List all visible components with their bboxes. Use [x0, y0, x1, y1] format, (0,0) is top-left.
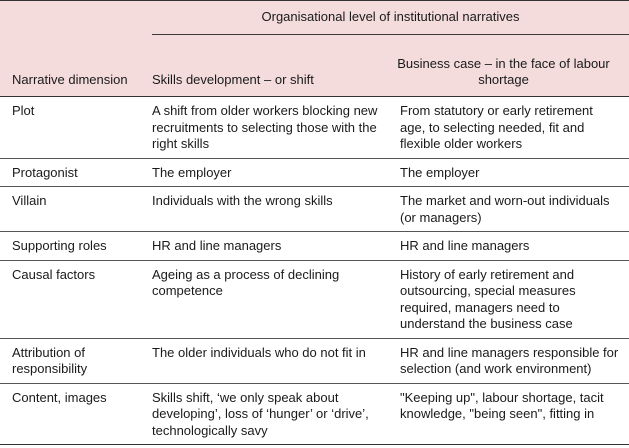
group-header-label: Organisational level of institutional narratives: [152, 1, 629, 35]
row-dimension-cell: Content, images: [0, 383, 140, 445]
table-row: [0, 158, 629, 187]
table-row: [0, 97, 629, 159]
column-header-business: Business case – in the face of labour shortage: [388, 35, 629, 97]
row-dimension-cell: Protagonist: [0, 158, 140, 187]
row-dimension-cell: Attribution of responsibility: [0, 338, 140, 383]
group-header-cell: [0, 1, 629, 36]
row-business-cell: HR and line managers responsible for selection (and work environment): [388, 338, 629, 383]
row-business-cell: "Keeping up", labour shortage, tacit knowledge, "being seen", fitting in: [388, 383, 629, 445]
row-business-cell: The market and worn-out individuals (or managers): [388, 187, 629, 232]
table-header: [0, 1, 629, 97]
row-business-cell: The employer: [388, 158, 629, 187]
row-dimension-cell: Plot: [0, 97, 140, 159]
row-skills-cell: Skills shift, ‘we only speak about developing’, loss of ‘hunger’ or ‘drive’, technologically savy: [140, 383, 388, 445]
table-row: [0, 383, 629, 445]
row-skills-cell: A shift from older workers blocking new recruitments to selecting those with the right skills: [140, 97, 388, 159]
header-row-group: [0, 1, 629, 36]
table-row: [0, 232, 629, 261]
row-skills-cell: Ageing as a process of declining competence: [140, 260, 388, 338]
row-dimension-cell: Causal factors: [0, 260, 140, 338]
row-skills-cell: The employer: [140, 158, 388, 187]
row-skills-cell: HR and line managers: [140, 232, 388, 261]
table-row: [0, 260, 629, 338]
table-row: [0, 187, 629, 232]
row-skills-cell: The older individuals who do not fit in: [140, 338, 388, 383]
row-business-cell: From statutory or early retirement age, to selecting needed, fit and flexible older workers: [388, 97, 629, 159]
row-business-cell: HR and line managers: [388, 232, 629, 261]
row-dimension-cell: Villain: [0, 187, 140, 232]
table-body: [0, 97, 629, 445]
row-skills-cell: Individuals with the wrong skills: [140, 187, 388, 232]
row-dimension-cell: Supporting roles: [0, 232, 140, 261]
row-business-cell: History of early retirement and outsourcing, special measures required, managers need to understand the business case: [388, 260, 629, 338]
header-row-columns: [0, 35, 629, 97]
column-header-dimension: Narrative dimension: [0, 35, 140, 97]
column-header-skills: Skills development – or shift: [140, 35, 388, 97]
table-row: [0, 338, 629, 383]
